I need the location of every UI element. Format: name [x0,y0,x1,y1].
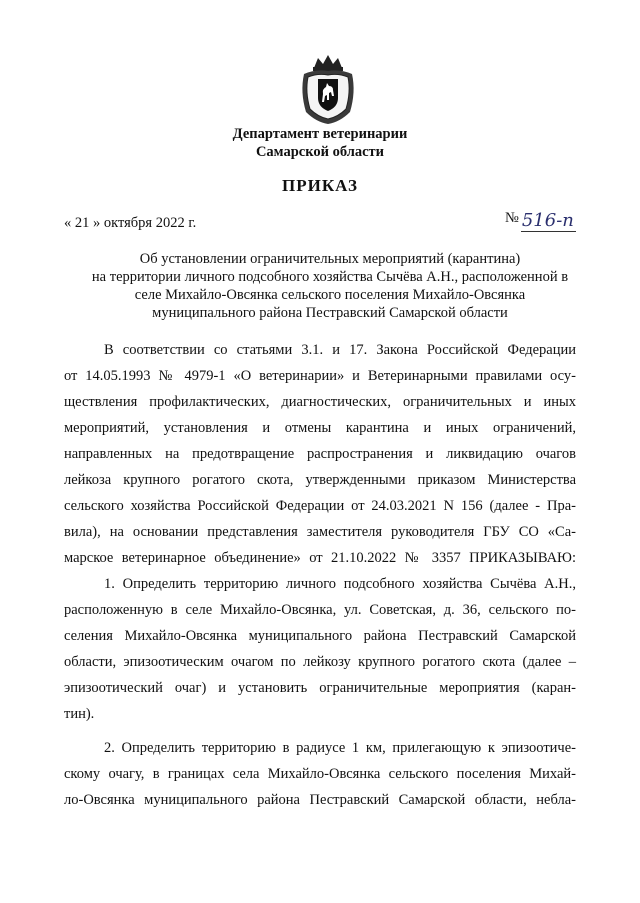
body-line: области, эпизоотическим очагом по лейкозу крупного рогатого скота (далее – [64,654,576,670]
body-line: ществления профилактических, диагностических, ограничительных и иных [64,394,576,410]
document-number [505,210,574,231]
body-line: от 14.05.1993 № 4979-1 «О ветеринарии» и Ветеринарными правилами осу- [64,368,576,384]
body-line: 2. Определить территорию в радиусе 1 км, прилегающую к эпизоотиче- [104,740,576,756]
number-underline [521,231,576,232]
number-label: № [505,210,519,226]
body-line: расположенную в селе Михайло-Овсянка, ул. Советская, д. 36, сельского по- [64,602,576,618]
organization-name-line1: Департамент ветеринарии [232,126,408,142]
body-line: сельского хозяйства Российской Федерации от 24.03.2021 N 156 (далее - Пра- [64,498,576,514]
samara-region-coat-of-arms-icon [296,52,360,126]
body-line: лейкоза крупного рогатого скота, утвержденными приказом Министерства [64,472,576,488]
body-line: ло-Овсянка муниципального района Пестравский Самарской области, небла- [64,792,576,808]
body-line: марское ветеринарное объединение» от 21.10.2022 № 3357 ПРИКАЗЫВАЮ: [64,550,576,566]
body-line: направленных на предотвращение распространения и ликвидацию очагов [64,446,576,462]
subject-line: на территории личного подсобного хозяйства Сычёва А.Н., расположенной в [91,269,569,285]
organization-name-line2: Самарской области [255,144,385,160]
subject-line: Об установлении ограничительных мероприятий (карантина) [139,251,521,267]
subject-line: селе Михайло-Овсянка сельского поселения Михайло-Овсянка [134,287,526,303]
body-line: 1. Определить территорию личного подсобного хозяйства Сычёва А.Н., [104,576,576,592]
body-line: мероприятий, установления и отмены карантина и иных ограничений, [64,420,576,436]
body-line: эпизоотический очаг) и установить ограничительные мероприятия (каран- [64,680,576,696]
subject-line: муниципального района Пестравский Самарской области [152,305,508,321]
body-line: В соответствии со статьями 3.1. и 17. Закона Российской Федерации [104,342,576,358]
body-line: вила), на основании представления заместителя руководителя ГБУ СО «Са- [64,524,576,540]
body-line: селения Михайло-Овсянка муниципального района Пестравский Самарской [64,628,576,644]
handwritten-number: 516-п [521,210,574,231]
document-title: ПРИКАЗ [282,176,358,195]
document-date: « 21 » октября 2022 г. [64,215,197,231]
body-line: скому очагу, в границах села Михайло-Овсянка сельского поселения Михай- [64,766,576,782]
body-line: тин). [64,706,95,722]
